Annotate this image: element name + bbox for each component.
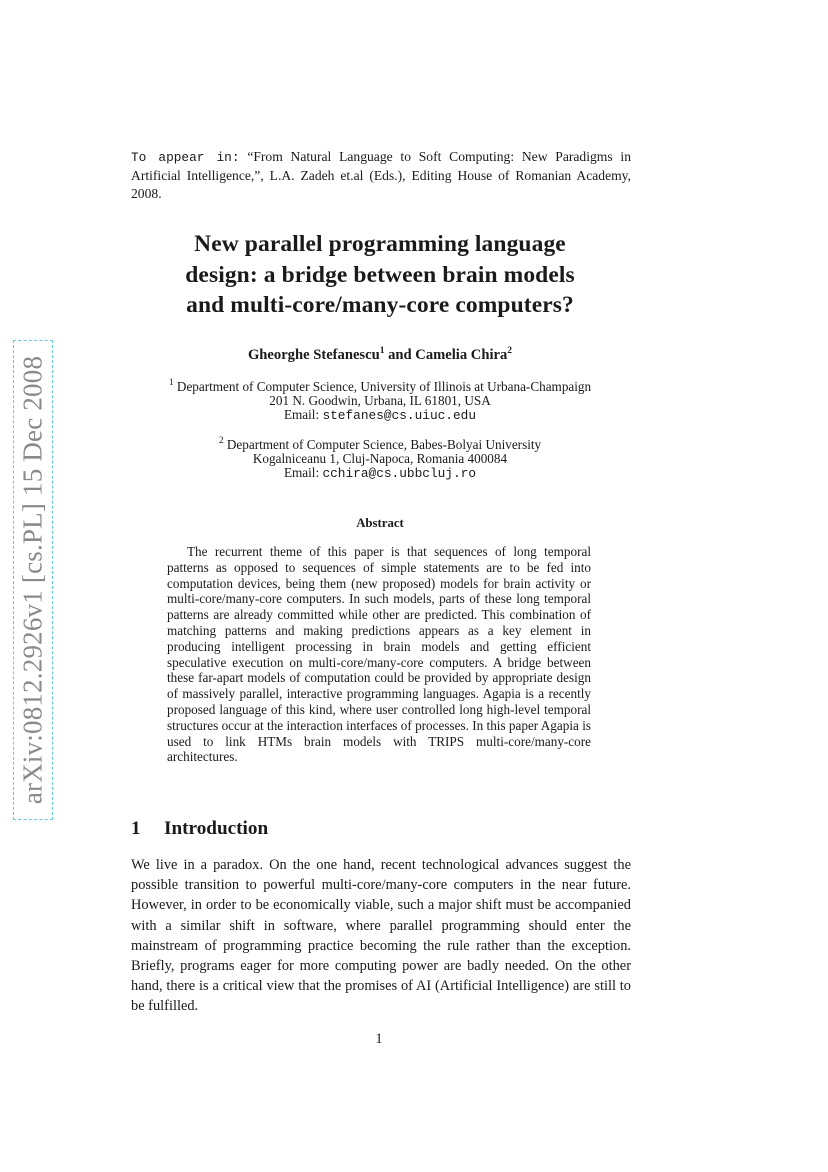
- author-1: Gheorghe Stefanescu: [247, 347, 380, 363]
- affiliation-1: [100, 380, 660, 423]
- paper-title: [100, 229, 660, 321]
- title-line-1: New parallel programming language: [194, 231, 566, 257]
- affiliation-2-email-label: Email:: [283, 465, 320, 480]
- author-conjunction: and: [384, 347, 416, 363]
- arxiv-stamp: [13, 340, 53, 820]
- affiliation-1-mark: 1: [168, 378, 174, 388]
- affiliation-2-department: Department of Computer Science, Babes-Bolyai University: [226, 437, 542, 452]
- publication-note-label: To appear in:: [131, 150, 240, 165]
- abstract-text: The recurrent theme of this paper is that sequences of long temporal patterns as opposed to sequences of simple statements are to be fed into computation devices, being them (new proposed) models for brain activity or multi-core/many-core computers. In such models, parts of these long temporal patterns are already committed while other are predicted. This combination of matching patterns and making predictions appears as a key element in producing intelligent processing in brain models and getting efficient speculative execution on multi-core/many-core computers. A bridge between these far-apart models of computation could be provided by appropriate design of massively parallel, interactive programming languages. Agapia is a recently proposed language of this kind, where user controlled long high-level temporal structures occur at the interaction interfaces of processes. In this paper Agapia is used to link HTMs brain models with TRIPS multi-core/many-core architectures.: [167, 544, 591, 765]
- affiliation-1-email-label: Email:: [283, 407, 320, 422]
- affiliation-1-department: Department of Computer Science, University of Illinois at Urbana-Champaign: [176, 379, 592, 394]
- section-heading: [131, 818, 268, 840]
- title-line-3: and multi-core/many-core computers?: [186, 292, 574, 318]
- affiliation-2-email: cchira@cs.ubbcluj.ro: [322, 466, 477, 481]
- section-title: Introduction: [164, 818, 269, 839]
- affiliation-1-address: 201 N. Goodwin, Urbana, IL 61801, USA: [269, 393, 491, 408]
- section-number: 1: [131, 818, 141, 839]
- title-line-2: design: a bridge between brain models: [185, 261, 575, 288]
- affiliation-2: [100, 438, 660, 481]
- author-2-affiliation-mark: 2: [507, 346, 513, 356]
- author-1-affiliation-mark: 1: [379, 346, 385, 356]
- page-number: 1: [375, 1031, 383, 1047]
- author-2: Camelia Chira: [415, 347, 508, 363]
- affiliation-1-email: stefanes@cs.uiuc.edu: [322, 408, 477, 423]
- publication-note: [131, 148, 631, 203]
- affiliation-2-address: Kogalniceanu 1, Cluj-Napoca, Romania 400084: [252, 451, 508, 466]
- publication-note-text: “From Natural Language to Soft Computing: New Paradigms in Artificial Intelligence,”, L.A. Zadeh et.al (Eds.), Editing House of Romanian Academy, 2008.: [131, 149, 631, 201]
- introduction-paragraph: We live in a paradox. On the one hand, recent technological advances suggest the possible transition to powerful multi-core/many-core computers in the near future. However, in order to be economically viable, such a major shift must be accompanied with a similar shift in software, where parallel programming should enter the mainstream of programming practice becoming the rule rather than the exception. Briefly, programs eager for more computing power are badly needed. On the other hand, there is a critical view that the promises of AI (Artificial Intelligence) are still to be fulfilled.: [131, 857, 631, 1015]
- abstract-heading: Abstract: [356, 516, 404, 530]
- arxiv-identifier: arXiv:0812.2926v1 [cs.PL] 15 Dec 2008: [17, 355, 48, 805]
- affiliation-2-mark: 2: [218, 436, 224, 446]
- authors: [100, 347, 660, 364]
